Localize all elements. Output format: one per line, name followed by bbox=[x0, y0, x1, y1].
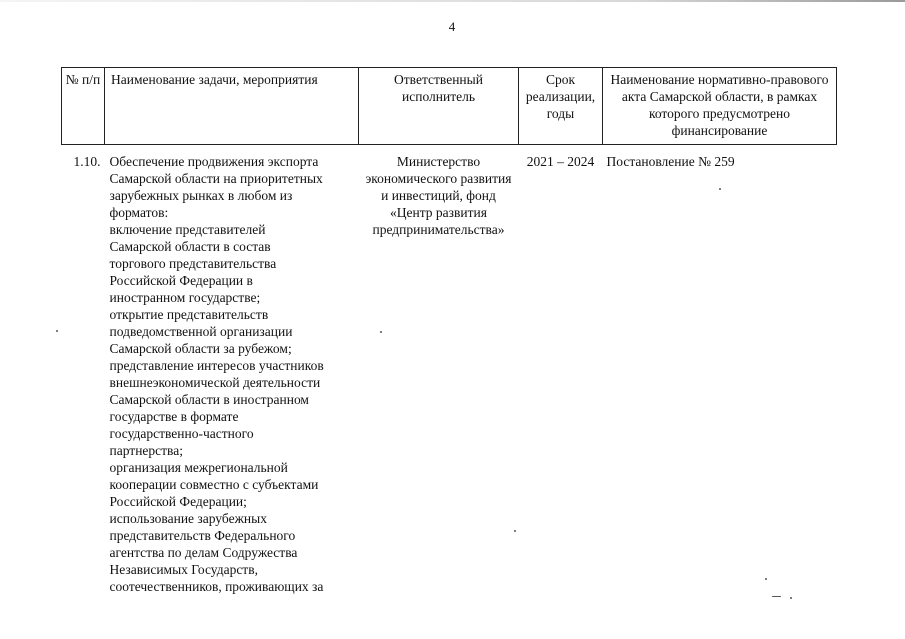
task-line: иностранном государстве; bbox=[109, 290, 261, 305]
scan-speck bbox=[765, 578, 767, 580]
row-task bbox=[105, 145, 359, 596]
row-num: 1.10. bbox=[73, 154, 101, 169]
task-line: включение представителей bbox=[109, 222, 266, 237]
task-line: открытие представительств bbox=[109, 307, 269, 322]
task-line: представительств Федерального bbox=[109, 528, 296, 543]
header-term: Срок реализации, годы bbox=[519, 68, 603, 145]
program-table bbox=[61, 67, 837, 595]
task-line: Самарской области в состав bbox=[109, 239, 271, 254]
task-line: использование зарубежных bbox=[109, 511, 267, 526]
scan-speck bbox=[56, 330, 58, 332]
row-term: 2021 – 2024 bbox=[526, 154, 595, 169]
row-executor: Министерство экономического развития и инвестиций, фонд «Центр развития предпринимательства» bbox=[365, 154, 512, 237]
task-line: внешнеэкономической деятельности bbox=[109, 375, 321, 390]
task-line: Самарской области в иностранном bbox=[109, 392, 309, 407]
task-line: организация межрегиональной bbox=[109, 460, 288, 475]
task-line: подведомственной организации bbox=[109, 324, 293, 339]
header-task: Наименование задачи, мероприятия bbox=[105, 68, 359, 145]
page-number: 4 bbox=[448, 19, 456, 34]
task-line: зарубежных рынках в любом из bbox=[109, 188, 293, 203]
task-line: Независимых Государств, bbox=[109, 562, 258, 577]
scan-speck bbox=[772, 596, 781, 597]
task-line: государственно-частного bbox=[109, 426, 254, 441]
task-line: агентства по делам Содружества bbox=[109, 545, 298, 560]
task-line: представление интересов участников bbox=[109, 358, 324, 373]
task-line: торгового представительства bbox=[109, 256, 277, 271]
task-line: партнерства; bbox=[109, 443, 183, 458]
task-line: Российской Федерации; bbox=[109, 494, 247, 509]
task-line: кооперации совместно с субъектами bbox=[109, 477, 319, 492]
table-row bbox=[62, 145, 837, 596]
task-line: Самарской области на приоритетных bbox=[109, 171, 323, 186]
scan-edge-line bbox=[0, 0, 905, 2]
scan-speck bbox=[380, 331, 382, 333]
header-executor: Ответственный исполнитель bbox=[359, 68, 519, 145]
task-line: государстве в формате bbox=[109, 409, 239, 424]
task-line: Российской Федерации в bbox=[109, 273, 253, 288]
row-act: Постановление № 259 bbox=[606, 154, 735, 169]
scan-speck bbox=[719, 188, 721, 190]
table-header-row bbox=[62, 68, 837, 145]
header-act: Наименование нормативно-правового акта Самарской области, в рамках которого предусмотрено финансирование bbox=[603, 68, 837, 145]
task-line: форматов: bbox=[109, 205, 169, 220]
task-line: соотечественников, проживающих за bbox=[109, 579, 324, 594]
task-line: Самарской области за рубежом; bbox=[109, 341, 292, 356]
header-num: № п/п bbox=[62, 68, 105, 145]
scan-speck bbox=[790, 597, 792, 599]
task-line: Обеспечение продвижения экспорта bbox=[109, 154, 319, 169]
scan-speck bbox=[514, 530, 516, 532]
